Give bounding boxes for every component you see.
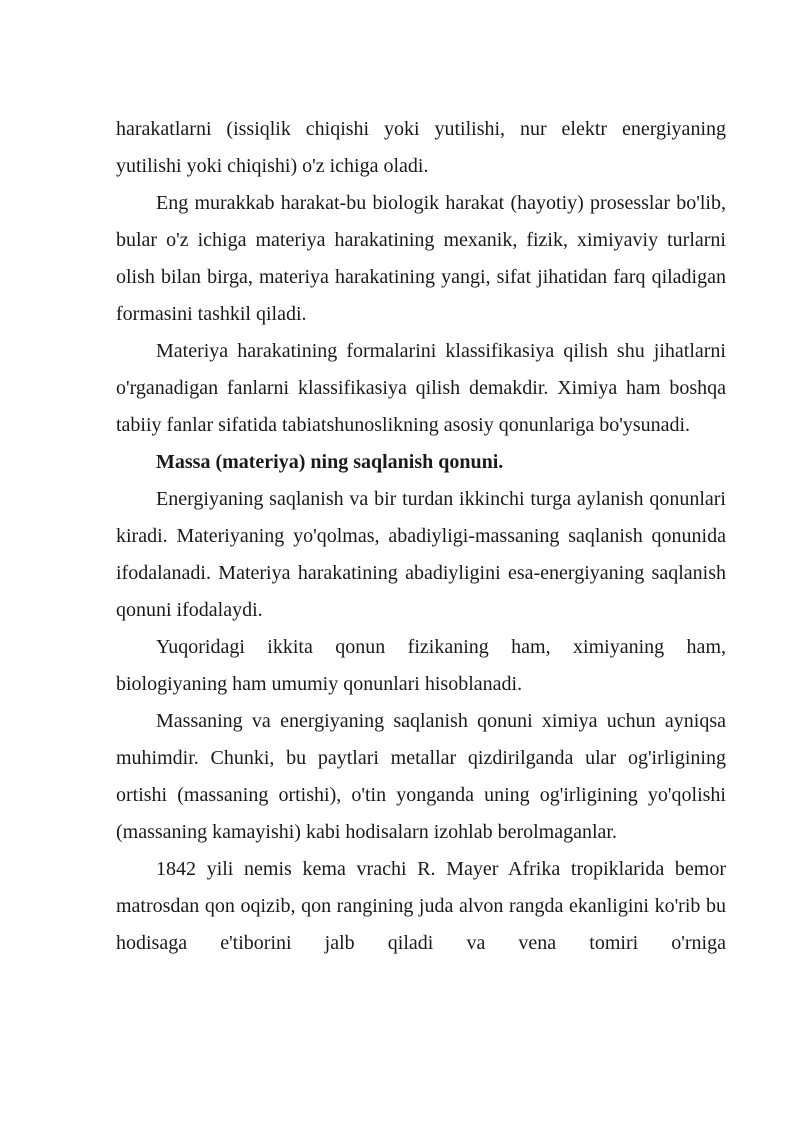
paragraph-mayer: 1842 yili nemis kema vrachi R. Mayer Afrika tropiklarida bemor matrosdan qon oqizib, qon rangining juda alvon rangda ekanligini ko'rib bu hodisaga e'tiborini jalb qiladi va vena tomiri o'rniga xyxy=(116,858,726,954)
paragraph-continuation: harakatlarni (issiqlik chiqishi yoki yutilishi, nur elektr energiyaning yutilishi yoki chiqishi) o'z ichiga oladi. xyxy=(116,118,726,177)
section-heading: Massa (materiya) ning saqlanish qonuni. xyxy=(156,451,504,473)
paragraph-conservation-laws: Energiyaning saqlanish va bir turdan ikkinchi turga aylanish qonunlari kiradi. Materiyaning yo'qolmas, abadiyligi-massaning saqlanish qonunida ifodalanadi. Materiya harakatining abadiyligini esa-energiyaning saqlanish qonuni ifodalaydi. xyxy=(116,488,726,621)
paragraph-importance: Massaning va energiyaning saqlanish qonuni ximiya uchun ayniqsa muhimdir. Chunki, bu paytlari metallar qizdirilganda ular og'irligining ortishi (massaning ortishi), o'tin yonganda uning og'irligining yo'qolishi (massaning kamayishi) kabi hodisalarn izohlab berolmaganlar. xyxy=(116,710,726,843)
paragraph-classification: Materiya harakatining formalarini klassifikasiya qilish shu jihatlarni o'rganadigan fanlarni klassifikasiya qilish demakdir. Ximiya ham boshqa tabiiy fanlar sifatida tabiatshunoslikning asosiy qonunlariga bo'ysunadi. xyxy=(116,340,726,436)
paragraph-biological-motion: Eng murakkab harakat-bu biologik harakat (hayotiy) prosesslar bo'lib, bular o'z ichiga materiya harakatining mexanik, fizik, ximiyaviy turlarni olish bilan birga, materiya harakatining yangi, sifat jihatidan farq qiladigan formasini tashkil qiladi. xyxy=(116,192,726,325)
paragraph-general-laws: Yuqoridagi ikkita qonun fizikaning ham, ximiyaning ham, biologiyaning ham umumiy qonunlari hisoblanadi. xyxy=(116,636,726,695)
document-page xyxy=(116,111,726,962)
